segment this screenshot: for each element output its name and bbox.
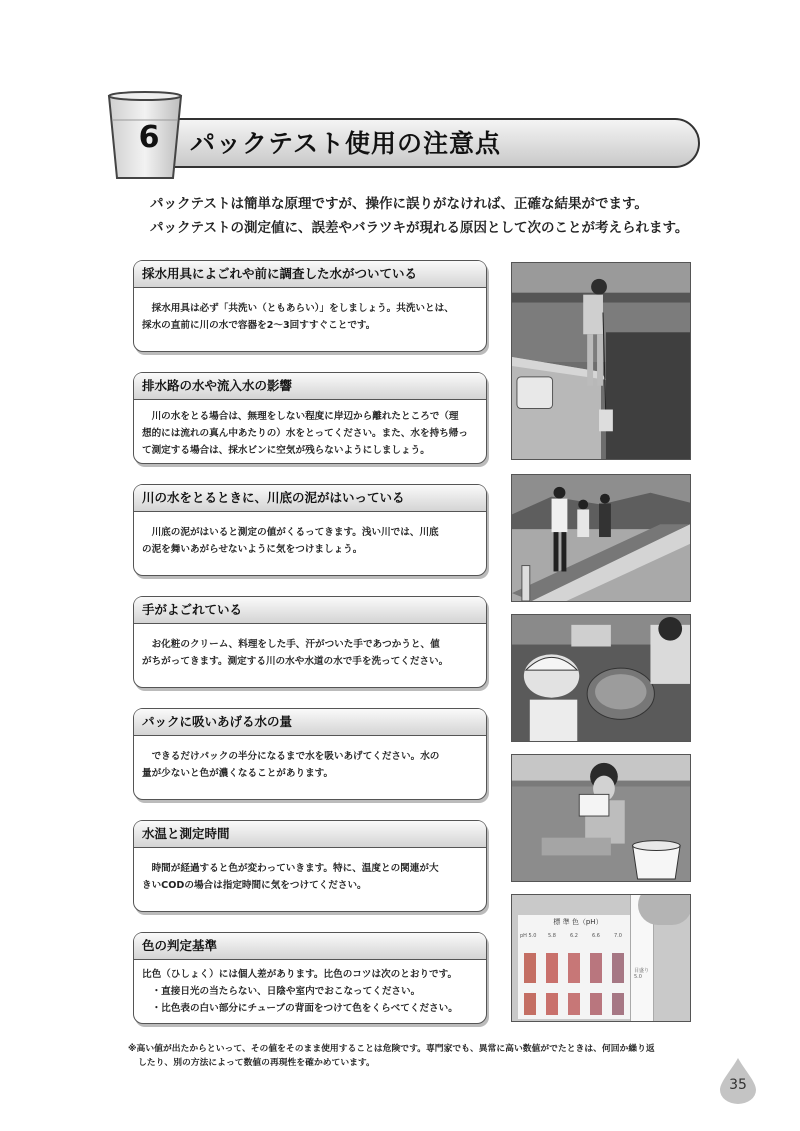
color-swatch [546, 953, 558, 983]
child-holding-pack-test-photo [511, 754, 691, 882]
section-text: がちがってきます。測定する川の水や水道の水で手を洗ってください。 [142, 656, 449, 667]
footnote-line: したり、別の方法によって数値の再現性を確かめています。 [138, 1058, 375, 1068]
chapter-title: パックテスト使用の注意点 [190, 129, 502, 158]
section-title: 川の水をとるときに、川底の泥がはいっている [134, 485, 486, 512]
section-title: 色の判定基準 [134, 933, 486, 960]
section-text: 量が少ないと色が濃くなることがあります。 [142, 768, 334, 779]
finger [638, 894, 691, 925]
section-text: て測定する場合は、採水ビンに空気が残らないようにしましょう。 [142, 445, 430, 456]
chart-tick-label: 6.6 [592, 933, 600, 939]
color-swatch [568, 953, 580, 983]
section-title: 排水路の水や流入水の影響 [134, 373, 486, 400]
section-temperature-time [133, 820, 487, 912]
color-chart-note: 目盛り 5.0 [634, 968, 650, 980]
intro-line: パックテストの測定値に、誤差やバラツキが現れる原因として次のことが考えられます。 [150, 220, 689, 236]
color-chart-title: 標 準 色（pH） [553, 918, 603, 926]
intro-text [150, 192, 710, 240]
color-chart-card [518, 915, 638, 1019]
section-riverbed-mud [133, 484, 487, 576]
children-handling-water-photo [511, 614, 691, 742]
color-swatch [612, 993, 624, 1015]
section-text: きいCODの場合は指定時間に気をつけてください。 [142, 880, 367, 891]
section-text: 採水の直前に川の水で容器を2〜3回すすぐことです。 [142, 320, 376, 331]
section-text: 時間が経過すると色が変わっていきます。特に、温度との関連が大 [151, 863, 439, 874]
section-text: 川の水をとる場合は、無理をしない程度に岸辺から離れたところで（理 [151, 411, 459, 422]
section-text: の泥を舞いあがらせないように気をつけましょう。 [142, 544, 363, 555]
footnote [128, 1042, 713, 1070]
section-text: ・直接日光の当たらない、日陰や室内でおこなってください。 [151, 986, 421, 997]
color-swatch [524, 953, 536, 983]
section-text: できるだけパックの半分になるまで水を吸いあげてください。水の [151, 751, 440, 762]
section-title: 採水用具によごれや前に調査した水がついている [134, 261, 486, 288]
color-swatch [590, 993, 602, 1015]
section-dirty-hands [133, 596, 487, 688]
section-water-amount [133, 708, 487, 800]
chart-tick-label: 7.0 [614, 933, 622, 939]
chart-tick-label: 5.8 [548, 933, 556, 939]
section-title: 水温と測定時間 [134, 821, 486, 848]
section-text: お化粧のクリーム、料理をした手、汗がついた手であつかうと、値 [151, 639, 440, 650]
section-title: 手がよごれている [134, 597, 486, 624]
color-swatch [568, 993, 580, 1015]
chapter-number: 6 [138, 120, 160, 155]
color-swatch [546, 993, 558, 1015]
section-drainage-influence [133, 372, 487, 464]
section-text: 採水用具は必ず「共洗い（ともあらい）」をしましょう。共洗いとは、 [151, 303, 454, 314]
color-swatch [524, 993, 536, 1015]
water-sampling-from-wall-photo [511, 262, 691, 460]
section-text: 比色（ひしょく）には個人差があります。比色のコツは次のとおりです。 [142, 969, 458, 980]
section-text: 想的には流れの真ん中あたりの）水をとってください。また、水を持ち帰っ [142, 428, 468, 439]
page-number: 35 [729, 1077, 747, 1093]
color-swatch [590, 953, 602, 983]
section-text: ・比色表の白い部分にチューブの背面をつけて色をくらべてください。 [151, 1003, 458, 1014]
chart-tick-label: pH 5.0 [520, 933, 537, 939]
section-color-judgement [133, 932, 487, 1024]
footnote-line: ※高い値が出たからといって、その値をそのまま使用することは危険です。専門家でも、異常に高い数値がでたときは、何回か繰り返 [128, 1044, 655, 1054]
color-swatch [612, 953, 624, 983]
section-sampling-tools [133, 260, 487, 352]
chart-tick-label: 6.2 [570, 933, 578, 939]
section-title: パックに吸いあげる水の量 [134, 709, 486, 736]
section-text: 川底の泥がはいると測定の値がくるってきます。浅い川では、川底 [151, 527, 439, 538]
intro-line: パックテストは簡単な原理ですが、操作に誤りがなければ、正確な結果がでます。 [150, 196, 648, 212]
color-chart-comparison-photo [511, 894, 691, 1022]
bridge-sampling-photo [511, 474, 691, 602]
